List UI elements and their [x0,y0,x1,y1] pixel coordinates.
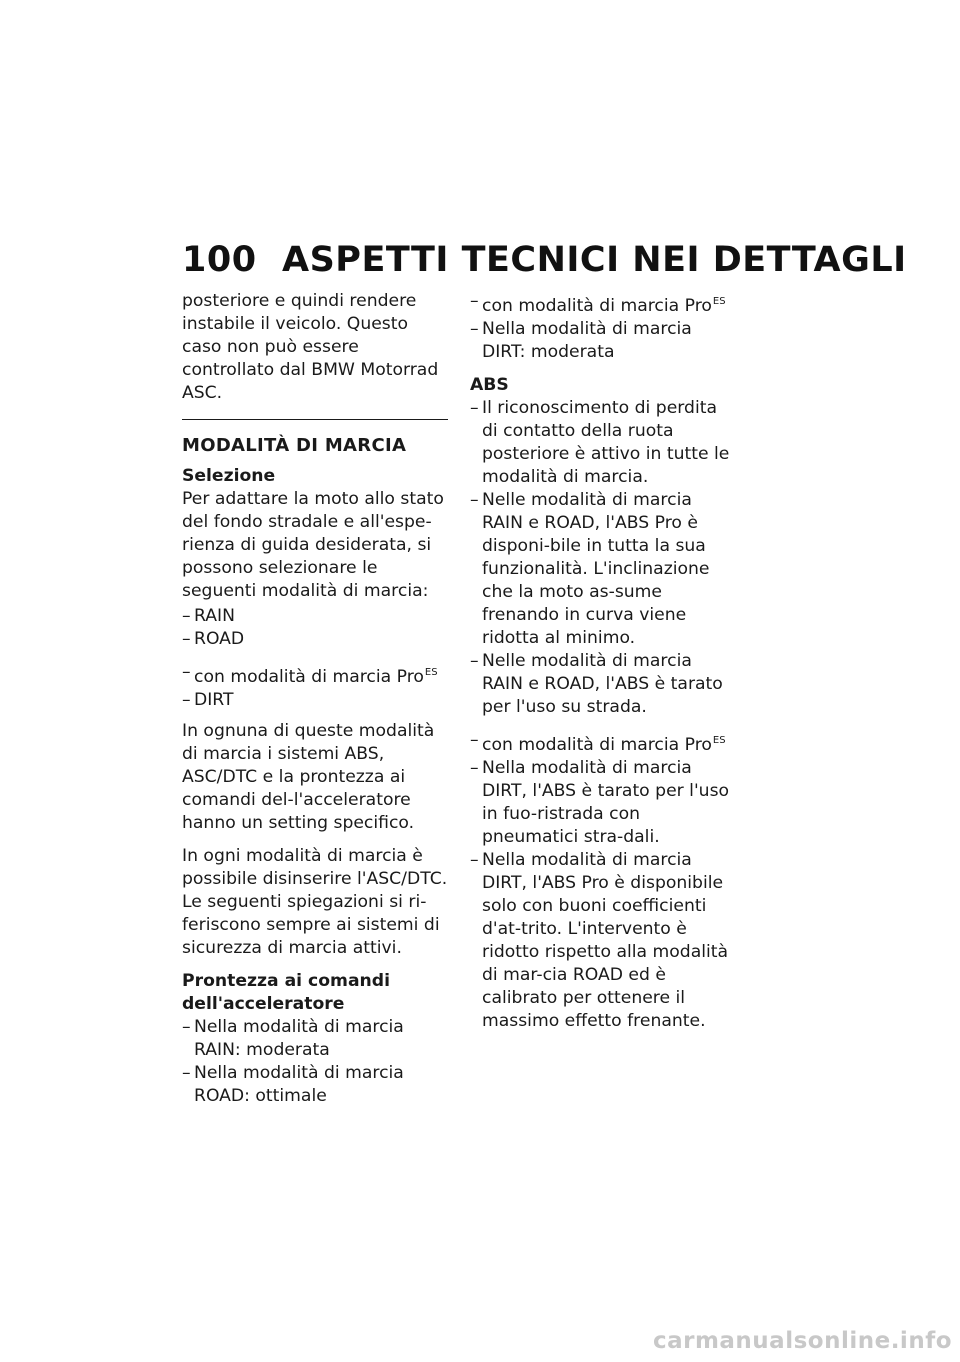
list-item: – Nella modalità di marcia ROAD: ottimale [182,1062,448,1108]
page-title: ASPETTI TECNICI NEI DETTAGLI [282,240,907,280]
selection-paragraph: Per adattare la moto allo stato del fondo stradale e all'espe-rienza di guida desiderata, si possono selezionare le seguenti modalità di marcia: [182,489,444,601]
list-item: – Nella modalità di marcia RAIN: moderata [182,1016,448,1062]
paragraph-disable: In ogni modalità di marcia è possibile disinserire l'ASC/DTC. Le seguenti spiegazioni si ri-feriscono sempre ai sistemi di sicurezza di marcia attivi. [182,846,448,958]
list-item: – Nella modalità di marcia DIRT, l'ABS Pro è disponibile solo con buoni coefficienti d'at-trito. L'intervento è ridotto rispetto alla modalità di mar-cia ROAD ed è calibrato per ottenere il massimo effetto frenante. [470,849,736,1033]
intro-paragraph: posteriore e quindi rendere instabile il veicolo. Questo caso non può essere controllato dal BMW Motorrad ASC. [182,291,439,403]
right-column [470,290,736,1041]
abs-list [470,397,736,1033]
section-divider [182,419,448,420]
subsection-title-selezione: Selezione [182,466,276,486]
list-item: – ROAD [182,628,448,651]
list-item: – RAIN [182,605,448,628]
list-item: – Il riconoscimento di perdita di contatto della ruota posteriore è attivo in tutte le modalità di marcia. [470,397,736,489]
es-badge: ES [712,296,726,307]
list-item: – Nella modalità di marcia DIRT: moderata [470,318,736,364]
list-item: – DIRT [182,689,448,712]
watermark: carmanualsonline.info [652,1328,952,1354]
throttle-list [182,1016,448,1108]
subsection-title-throttle: Prontezza ai comandi dell'acceleratore [182,971,390,1014]
abs-title: ABS [470,375,509,395]
list-item: – con modalità di marcia Pro$^{ES}$ [470,729,736,757]
page-number: 100 [182,240,257,280]
list-item: – Nelle modalità di marcia RAIN e ROAD, l'ABS è tarato per l'uso su strada. [470,650,736,719]
list-item: – con modalità di marcia Pro$^{ES}$ [182,661,448,689]
section-title: MODALITÀ DI MARCIA [182,435,407,456]
es-badge: ES [712,735,726,746]
page-header [182,240,907,280]
left-column [182,290,448,1116]
paragraph-settings: In ognuna di queste modalità di marcia i sistemi ABS, ASC/DTC e la prontezza ai comandi del-l'acceleratore hanno un setting specifico. [182,721,435,833]
es-badge: ES [424,667,438,678]
list-item: – Nella modalità di marcia DIRT, l'ABS è tarato per l'uso in fuo-ristrada con pneumatici stra-dali. [470,757,736,849]
list-item: – Nelle modalità di marcia RAIN e ROAD, l'ABS Pro è disponi-bile in tutta la sua funzionalità. L'inclinazione che la moto as-sume frenando in curva viene ridotta al minimo. [470,489,736,650]
riding-mode-list [182,605,448,712]
list-item: – con modalità di marcia Pro$^{ES}$ [470,290,736,318]
pro-throttle-list [470,290,736,364]
